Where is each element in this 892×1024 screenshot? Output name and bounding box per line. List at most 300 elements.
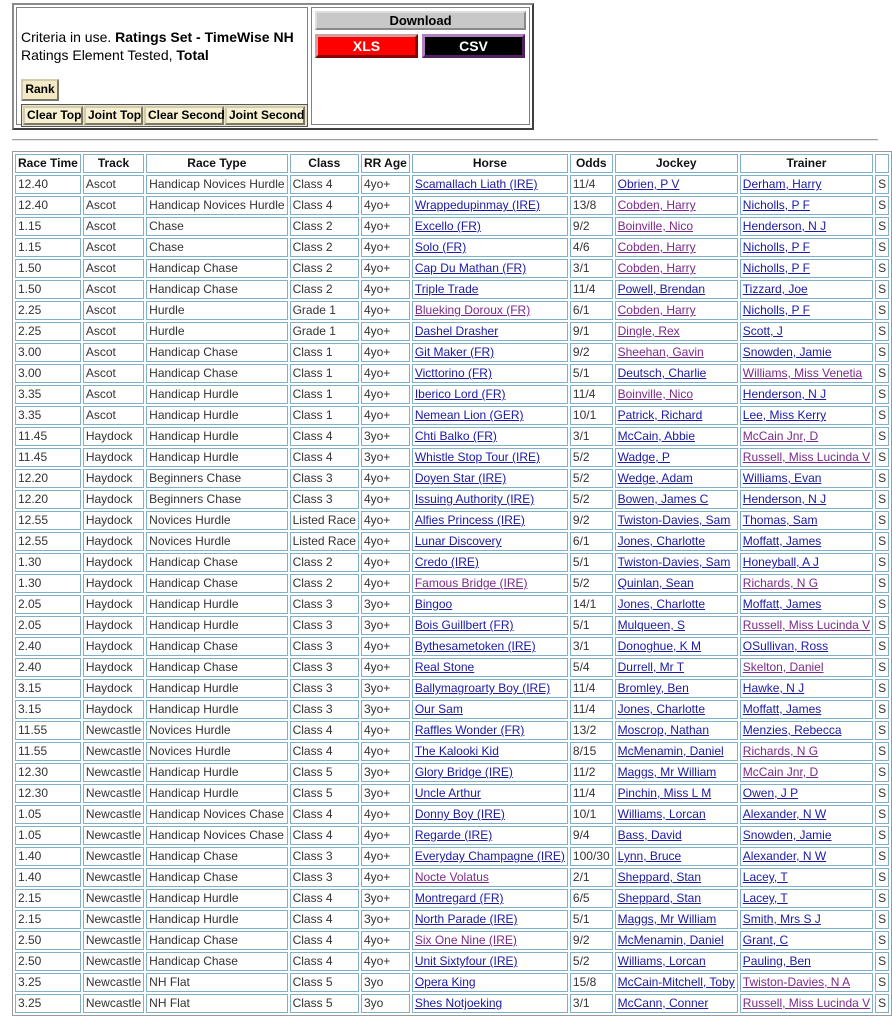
trainer-link[interactable]: Honeyball, A J xyxy=(742,555,819,569)
track-cell: Haydock xyxy=(83,553,144,572)
horse-link[interactable]: Regarde (IRE) xyxy=(414,828,493,842)
trainer-cell xyxy=(740,658,873,677)
horse-link[interactable]: Uncle Arthur xyxy=(414,786,481,800)
header-horse[interactable]: Horse xyxy=(412,154,568,173)
header-trainer[interactable]: Trainer xyxy=(740,154,873,173)
class-cell: Class 4 xyxy=(290,826,359,845)
trainer-link[interactable]: Skelton, Daniel xyxy=(742,660,824,674)
trainer-link[interactable]: Scott, J xyxy=(742,324,783,338)
table-row xyxy=(15,952,889,971)
extra-cell: S xyxy=(875,343,889,362)
table-row xyxy=(15,616,889,635)
extra-cell: S xyxy=(875,217,889,236)
table-row xyxy=(15,658,889,677)
race-type-cell: Handicap Chase xyxy=(146,952,287,971)
odds-cell: 11/4 xyxy=(570,784,613,803)
odds-cell: 14/1 xyxy=(570,595,613,614)
track-cell: Ascot xyxy=(83,196,144,215)
horse-cell xyxy=(412,763,568,782)
jockey-link[interactable]: Wedge, Adam xyxy=(617,471,693,485)
jockey-link[interactable]: Sheppard, Stan xyxy=(617,870,702,884)
race-time-cell: 1.30 xyxy=(15,553,81,572)
trainer-link[interactable]: Derham, Harry xyxy=(742,177,822,191)
jockey-link[interactable]: Lynn, Bruce xyxy=(617,849,682,863)
race-type-cell: Novices Hurdle xyxy=(146,742,287,761)
race-type-cell: Handicap Chase xyxy=(146,553,287,572)
horse-cell xyxy=(412,574,568,593)
race-time-cell: 12.30 xyxy=(15,763,81,782)
xls-download-button[interactable]: XLS xyxy=(315,34,418,58)
track-cell: Newcastle xyxy=(83,742,144,761)
horse-link[interactable]: Excello (FR) xyxy=(414,219,481,233)
trainer-link[interactable]: McCain Jnr, D xyxy=(742,429,819,443)
table-row xyxy=(15,238,889,257)
trainer-link[interactable]: Pauling, Ben xyxy=(742,954,811,968)
horse-cell xyxy=(412,238,568,257)
jockey-cell xyxy=(615,448,738,467)
race-time-cell: 2.05 xyxy=(15,595,81,614)
race-type-cell: Beginners Chase xyxy=(146,469,287,488)
track-cell: Newcastle xyxy=(83,805,144,824)
race-type-cell: Handicap Novices Hurdle xyxy=(146,196,287,215)
jockey-link[interactable]: Donoghue, K M xyxy=(617,639,702,653)
jockey-link[interactable]: Durrell, Mr T xyxy=(617,660,685,674)
trainer-link[interactable]: Henderson, N J xyxy=(742,387,827,401)
horse-link[interactable]: Alfies Princess (IRE) xyxy=(414,513,525,527)
trainer-link[interactable]: Moffatt, James xyxy=(742,534,822,548)
horse-link[interactable]: Solo (FR) xyxy=(414,240,467,254)
jockey-link[interactable]: Bowen, James C xyxy=(617,492,709,506)
jockey-link[interactable]: Mulqueen, S xyxy=(617,618,686,632)
rank-button[interactable]: Rank xyxy=(21,79,59,101)
odds-cell: 9/2 xyxy=(570,343,613,362)
jockey-link[interactable]: Boinville, Nico xyxy=(617,219,693,233)
extra-cell: S xyxy=(875,175,889,194)
horse-link[interactable]: Glory Bridge (IRE) xyxy=(414,765,513,779)
horse-link[interactable]: The Kalooki Kid xyxy=(414,744,499,758)
jockey-link[interactable]: Twiston-Davies, Sam xyxy=(617,555,731,569)
horse-link[interactable]: Donny Boy (IRE) xyxy=(414,807,505,821)
header-race-type[interactable]: Race Type xyxy=(146,154,287,173)
track-cell: Newcastle xyxy=(83,721,144,740)
jockey-link[interactable]: Deutsch, Charlie xyxy=(617,366,707,380)
race-time-cell: 2.50 xyxy=(15,931,81,950)
extra-cell: S xyxy=(875,196,889,215)
horse-link[interactable]: Unit Sixtyfour (IRE) xyxy=(414,954,518,968)
odds-cell: 13/8 xyxy=(570,196,613,215)
jockey-cell xyxy=(615,826,738,845)
horse-link[interactable]: Issuing Authority (IRE) xyxy=(414,492,535,506)
extra-cell: S xyxy=(875,826,889,845)
trainer-link[interactable]: Moffatt, James xyxy=(742,597,822,611)
horse-link[interactable]: Dashel Drasher xyxy=(414,324,499,338)
horse-link[interactable]: Triple Trade xyxy=(414,282,479,296)
class-cell: Grade 1 xyxy=(290,301,359,320)
trainer-cell xyxy=(740,595,873,614)
trainer-cell xyxy=(740,868,873,887)
joint-second-button[interactable]: Joint Second xyxy=(225,106,305,125)
trainer-link[interactable]: Menzies, Rebecca xyxy=(742,723,842,737)
horse-link[interactable]: Cap Du Mathan (FR) xyxy=(414,261,527,275)
rr-age-cell: 4yo+ xyxy=(361,721,410,740)
class-cell: Class 4 xyxy=(290,952,359,971)
odds-cell: 9/2 xyxy=(570,511,613,530)
trainer-link[interactable]: Lee, Miss Kerry xyxy=(742,408,827,422)
odds-cell: 5/1 xyxy=(570,553,613,572)
race-type-cell: Handicap Hurdle xyxy=(146,910,287,929)
jockey-link[interactable]: McMenamin, Daniel xyxy=(617,744,724,758)
trainer-link[interactable]: Nicholls, P F xyxy=(742,198,810,212)
horse-cell xyxy=(412,364,568,383)
horse-cell xyxy=(412,721,568,740)
class-cell: Class 5 xyxy=(290,973,359,992)
horse-link[interactable]: Lunar Discovery xyxy=(414,534,502,548)
class-cell: Class 2 xyxy=(290,574,359,593)
trainer-link[interactable]: Williams, Evan xyxy=(742,471,822,485)
jockey-link[interactable]: Cobden, Harry xyxy=(617,261,696,275)
trainer-link[interactable]: Moffatt, James xyxy=(742,702,822,716)
jockey-cell xyxy=(615,490,738,509)
table-row xyxy=(15,721,889,740)
odds-cell: 100/30 xyxy=(570,847,613,866)
race-time-cell: 11.55 xyxy=(15,742,81,761)
trainer-link[interactable]: Nicholls, P F xyxy=(742,240,810,254)
class-cell: Class 3 xyxy=(290,679,359,698)
jockey-cell xyxy=(615,175,738,194)
jockey-link[interactable]: Bromley, Ben xyxy=(617,681,689,695)
horse-cell xyxy=(412,931,568,950)
jockey-link[interactable]: Cobden, Harry xyxy=(617,198,696,212)
race-time-cell: 1.50 xyxy=(15,280,81,299)
horse-link[interactable]: Whistle Stop Tour (IRE) xyxy=(414,450,540,464)
horse-cell xyxy=(412,490,568,509)
table-row xyxy=(15,889,889,908)
trainer-link[interactable]: Lacey, T xyxy=(742,870,788,884)
rr-age-cell: 4yo+ xyxy=(361,196,410,215)
horse-cell xyxy=(412,406,568,425)
extra-cell: S xyxy=(875,427,889,446)
race-type-cell: Handicap Chase xyxy=(146,259,287,278)
trainer-link[interactable]: Nicholls, P F xyxy=(742,261,810,275)
race-type-cell: Handicap Novices Hurdle xyxy=(146,175,287,194)
jockey-link[interactable]: McCann, Conner xyxy=(617,996,709,1010)
horse-cell xyxy=(412,196,568,215)
table-row xyxy=(15,217,889,236)
trainer-link[interactable]: OSullivan, Ross xyxy=(742,639,829,653)
jockey-cell xyxy=(615,910,738,929)
trainer-cell xyxy=(740,952,873,971)
race-time-cell: 3.00 xyxy=(15,364,81,383)
trainer-cell xyxy=(740,322,873,341)
horse-link[interactable]: Famous Bridge (IRE) xyxy=(414,576,528,590)
ratings-set-value: Ratings Set - TimeWise NH xyxy=(115,29,294,45)
rr-age-cell: 4yo+ xyxy=(361,343,410,362)
extra-cell: S xyxy=(875,994,889,1013)
rr-age-cell: 3yo+ xyxy=(361,616,410,635)
jockey-link[interactable]: Williams, Lorcan xyxy=(617,807,706,821)
jockey-link[interactable]: Jones, Charlotte xyxy=(617,597,706,611)
trainer-link[interactable]: Smith, Mrs S J xyxy=(742,912,821,926)
track-cell: Ascot xyxy=(83,175,144,194)
header-jockey[interactable]: Jockey xyxy=(615,154,738,173)
jockey-link[interactable]: Boinville, Nico xyxy=(617,387,693,401)
trainer-link[interactable]: Grant, C xyxy=(742,933,789,947)
horse-link[interactable]: Nocte Volatus xyxy=(414,870,489,884)
horse-link[interactable]: Opera King xyxy=(414,975,476,989)
race-type-cell: Handicap Hurdle xyxy=(146,763,287,782)
table-row xyxy=(15,532,889,551)
jockey-cell xyxy=(615,511,738,530)
table-row xyxy=(15,637,889,656)
horse-cell xyxy=(412,847,568,866)
trainer-link[interactable]: Snowden, Jamie xyxy=(742,345,832,359)
track-cell: Haydock xyxy=(83,511,144,530)
trainer-link[interactable]: Lacey, T xyxy=(742,891,788,905)
horse-cell xyxy=(412,784,568,803)
extra-cell: S xyxy=(875,574,889,593)
trainer-link[interactable]: Russell, Miss Lucinda V xyxy=(742,996,871,1010)
jockey-link[interactable]: Maggs, Mr William xyxy=(617,912,717,926)
table-row xyxy=(15,196,889,215)
horse-link[interactable]: Credo (IRE) xyxy=(414,555,479,569)
race-type-cell: Handicap Chase xyxy=(146,343,287,362)
horse-link[interactable]: Scamallach Liath (IRE) xyxy=(414,177,538,191)
extra-cell: S xyxy=(875,742,889,761)
trainer-link[interactable]: Thomas, Sam xyxy=(742,513,818,527)
horse-cell xyxy=(412,595,568,614)
race-time-cell: 12.55 xyxy=(15,511,81,530)
trainer-link[interactable]: Alexander, N W xyxy=(742,807,827,821)
table-row xyxy=(15,847,889,866)
race-type-cell: Handicap Hurdle xyxy=(146,889,287,908)
clear-top-button[interactable]: Clear Top xyxy=(23,106,83,125)
odds-cell: 9/4 xyxy=(570,826,613,845)
trainer-link[interactable]: Owen, J P xyxy=(742,786,799,800)
table-row xyxy=(15,406,889,425)
race-type-cell: Handicap Hurdle xyxy=(146,616,287,635)
jockey-cell xyxy=(615,616,738,635)
horse-link[interactable]: Nemean Lion (GER) xyxy=(414,408,524,422)
horse-link[interactable]: Raffles Wonder (FR) xyxy=(414,723,525,737)
horse-link[interactable]: Bois Guillbert (FR) xyxy=(414,618,514,632)
race-time-cell: 3.35 xyxy=(15,385,81,404)
horse-link[interactable]: Victtorino (FR) xyxy=(414,366,492,380)
jockey-cell xyxy=(615,259,738,278)
jockey-cell xyxy=(615,868,738,887)
jockey-link[interactable]: Jones, Charlotte xyxy=(617,702,706,716)
rr-age-cell: 4yo+ xyxy=(361,217,410,236)
jockey-link[interactable]: Williams, Lorcan xyxy=(617,954,706,968)
trainer-link[interactable]: Nicholls, P F xyxy=(742,303,810,317)
trainer-cell xyxy=(740,364,873,383)
horse-cell xyxy=(412,910,568,929)
trainer-link[interactable]: Twiston-Davies, N A xyxy=(742,975,851,989)
jockey-link[interactable]: Cobden, Harry xyxy=(617,303,696,317)
race-time-cell: 11.45 xyxy=(15,427,81,446)
horse-link[interactable]: Bingoo xyxy=(414,597,453,611)
extra-cell: S xyxy=(875,889,889,908)
horse-link[interactable]: Shes Notjoeking xyxy=(414,996,503,1010)
jockey-link[interactable]: Moscrop, Nathan xyxy=(617,723,710,737)
header-odds[interactable]: Odds xyxy=(570,154,613,173)
trainer-link[interactable]: Russell, Miss Lucinda V xyxy=(742,618,871,632)
odds-cell: 5/1 xyxy=(570,910,613,929)
jockey-link[interactable]: Jones, Charlotte xyxy=(617,534,706,548)
table-row xyxy=(15,175,889,194)
header-rr-age[interactable]: RR Age xyxy=(361,154,410,173)
odds-cell: 3/1 xyxy=(570,259,613,278)
track-cell: Newcastle xyxy=(83,952,144,971)
track-cell: Newcastle xyxy=(83,889,144,908)
rr-age-cell: 4yo+ xyxy=(361,532,410,551)
race-time-cell: 2.40 xyxy=(15,658,81,677)
header-race-time[interactable]: Race Time xyxy=(15,154,81,173)
jockey-link[interactable]: Wadge, P xyxy=(617,450,670,464)
odds-cell: 6/1 xyxy=(570,301,613,320)
race-type-cell: Handicap Hurdle xyxy=(146,595,287,614)
race-time-cell: 1.05 xyxy=(15,826,81,845)
horse-link[interactable]: Blueking Doroux (FR) xyxy=(414,303,531,317)
trainer-link[interactable]: Richards, N G xyxy=(742,744,819,758)
trainer-link[interactable]: Hawke, N J xyxy=(742,681,805,695)
jockey-link[interactable]: Sheppard, Stan xyxy=(617,891,702,905)
jockey-link[interactable]: Dingle, Rex xyxy=(617,324,680,338)
race-type-cell: Handicap Novices Chase xyxy=(146,826,287,845)
track-cell: Haydock xyxy=(83,700,144,719)
horse-link[interactable]: Git Maker (FR) xyxy=(414,345,495,359)
header-track[interactable]: Track xyxy=(83,154,144,173)
horse-link[interactable]: Doyen Star (IRE) xyxy=(414,471,507,485)
class-cell: Class 4 xyxy=(290,931,359,950)
jockey-link[interactable]: Powell, Brendan xyxy=(617,282,706,296)
rr-age-cell: 4yo+ xyxy=(361,511,410,530)
trainer-cell xyxy=(740,301,873,320)
race-time-cell: 1.40 xyxy=(15,847,81,866)
jockey-link[interactable]: Sheehan, Gavin xyxy=(617,345,704,359)
trainer-cell xyxy=(740,196,873,215)
jockey-link[interactable]: Pinchin, Miss L M xyxy=(617,786,712,800)
extra-cell: S xyxy=(875,385,889,404)
track-cell: Ascot xyxy=(83,406,144,425)
jockey-cell xyxy=(615,805,738,824)
trainer-link[interactable]: Henderson, N J xyxy=(742,219,827,233)
horse-link[interactable]: North Parade (IRE) xyxy=(414,912,518,926)
extra-cell: S xyxy=(875,511,889,530)
horse-link[interactable]: Six One Nine (IRE) xyxy=(414,933,517,947)
trainer-link[interactable]: Richards, N G xyxy=(742,576,819,590)
csv-download-button[interactable]: CSV xyxy=(422,34,525,58)
jockey-link[interactable]: Maggs, Mr William xyxy=(617,765,717,779)
class-cell: Class 4 xyxy=(290,196,359,215)
jockey-cell xyxy=(615,994,738,1013)
horse-cell xyxy=(412,301,568,320)
joint-top-button[interactable]: Joint Top xyxy=(84,106,143,125)
jockey-cell xyxy=(615,784,738,803)
race-time-cell: 11.45 xyxy=(15,448,81,467)
jockey-link[interactable]: Twiston-Davies, Sam xyxy=(617,513,731,527)
horse-link[interactable]: Wrappedupinmay (IRE) xyxy=(414,198,541,212)
jockey-link[interactable]: Quinlan, Sean xyxy=(617,576,694,590)
jockey-cell xyxy=(615,364,738,383)
horse-link[interactable]: Ballymagroarty Boy (IRE) xyxy=(414,681,551,695)
table-row xyxy=(15,595,889,614)
download-box xyxy=(311,7,530,125)
race-type-cell: Handicap Chase xyxy=(146,364,287,383)
jockey-link[interactable]: Obrien, P V xyxy=(617,177,680,191)
clear-second-button[interactable]: Clear Second xyxy=(144,106,224,125)
table-row xyxy=(15,511,889,530)
race-type-cell: Handicap Hurdle xyxy=(146,784,287,803)
trainer-link[interactable]: Henderson, N J xyxy=(742,492,827,506)
jockey-cell xyxy=(615,637,738,656)
horse-link[interactable]: Bythesametoken (IRE) xyxy=(414,639,536,653)
trainer-link[interactable]: Russell, Miss Lucinda V xyxy=(742,450,871,464)
trainer-cell xyxy=(740,742,873,761)
horse-cell xyxy=(412,637,568,656)
jockey-link[interactable]: McMenamin, Daniel xyxy=(617,933,724,947)
jockey-cell xyxy=(615,238,738,257)
class-cell: Class 1 xyxy=(290,364,359,383)
odds-cell: 5/2 xyxy=(570,490,613,509)
table-row xyxy=(15,364,889,383)
header-extra[interactable] xyxy=(875,154,889,173)
odds-cell: 11/4 xyxy=(570,700,613,719)
extra-cell: S xyxy=(875,931,889,950)
race-type-cell: Handicap Chase xyxy=(146,637,287,656)
extra-cell: S xyxy=(875,952,889,971)
jockey-link[interactable]: McCain-Mitchell, Toby xyxy=(617,975,735,989)
horse-link[interactable]: Everyday Champagne (IRE) xyxy=(414,849,565,863)
race-time-cell: 11.55 xyxy=(15,721,81,740)
table-row xyxy=(15,931,889,950)
jockey-cell xyxy=(615,700,738,719)
trainer-cell xyxy=(740,763,873,782)
jockey-link[interactable]: McCain, Abbie xyxy=(617,429,695,443)
race-time-cell: 2.15 xyxy=(15,910,81,929)
horse-link[interactable]: Montregard (FR) xyxy=(414,891,504,905)
trainer-link[interactable]: Alexander, N W xyxy=(742,849,827,863)
jockey-link[interactable]: Bass, David xyxy=(617,828,682,842)
trainer-link[interactable]: Tizzard, Joe xyxy=(742,282,808,296)
jockey-link[interactable]: Patrick, Richard xyxy=(617,408,703,422)
class-cell: Class 3 xyxy=(290,847,359,866)
rr-age-cell: 4yo+ xyxy=(361,175,410,194)
track-cell: Ascot xyxy=(83,343,144,362)
table-row xyxy=(15,973,889,992)
trainer-cell xyxy=(740,280,873,299)
header-class[interactable]: Class xyxy=(290,154,359,173)
criteria-line-2 xyxy=(21,47,209,63)
odds-cell: 2/1 xyxy=(570,868,613,887)
extra-cell: S xyxy=(875,595,889,614)
horse-link[interactable]: Real Stone xyxy=(414,660,475,674)
race-time-cell: 1.05 xyxy=(15,805,81,824)
horse-cell xyxy=(412,658,568,677)
rr-age-cell: 4yo+ xyxy=(361,385,410,404)
horse-cell xyxy=(412,679,568,698)
horse-link[interactable]: Our Sam xyxy=(414,702,463,716)
trainer-link[interactable]: McCain Jnr, D xyxy=(742,765,819,779)
jockey-link[interactable]: Cobden, Harry xyxy=(617,240,696,254)
horse-link[interactable]: Iberico Lord (FR) xyxy=(414,387,506,401)
horse-link[interactable]: Chti Balko (FR) xyxy=(414,429,497,443)
trainer-link[interactable]: Williams, Miss Venetia xyxy=(742,366,863,380)
extra-cell: S xyxy=(875,448,889,467)
trainer-link[interactable]: Snowden, Jamie xyxy=(742,828,832,842)
jockey-cell xyxy=(615,406,738,425)
race-time-cell: 3.25 xyxy=(15,994,81,1013)
horse-cell xyxy=(412,322,568,341)
